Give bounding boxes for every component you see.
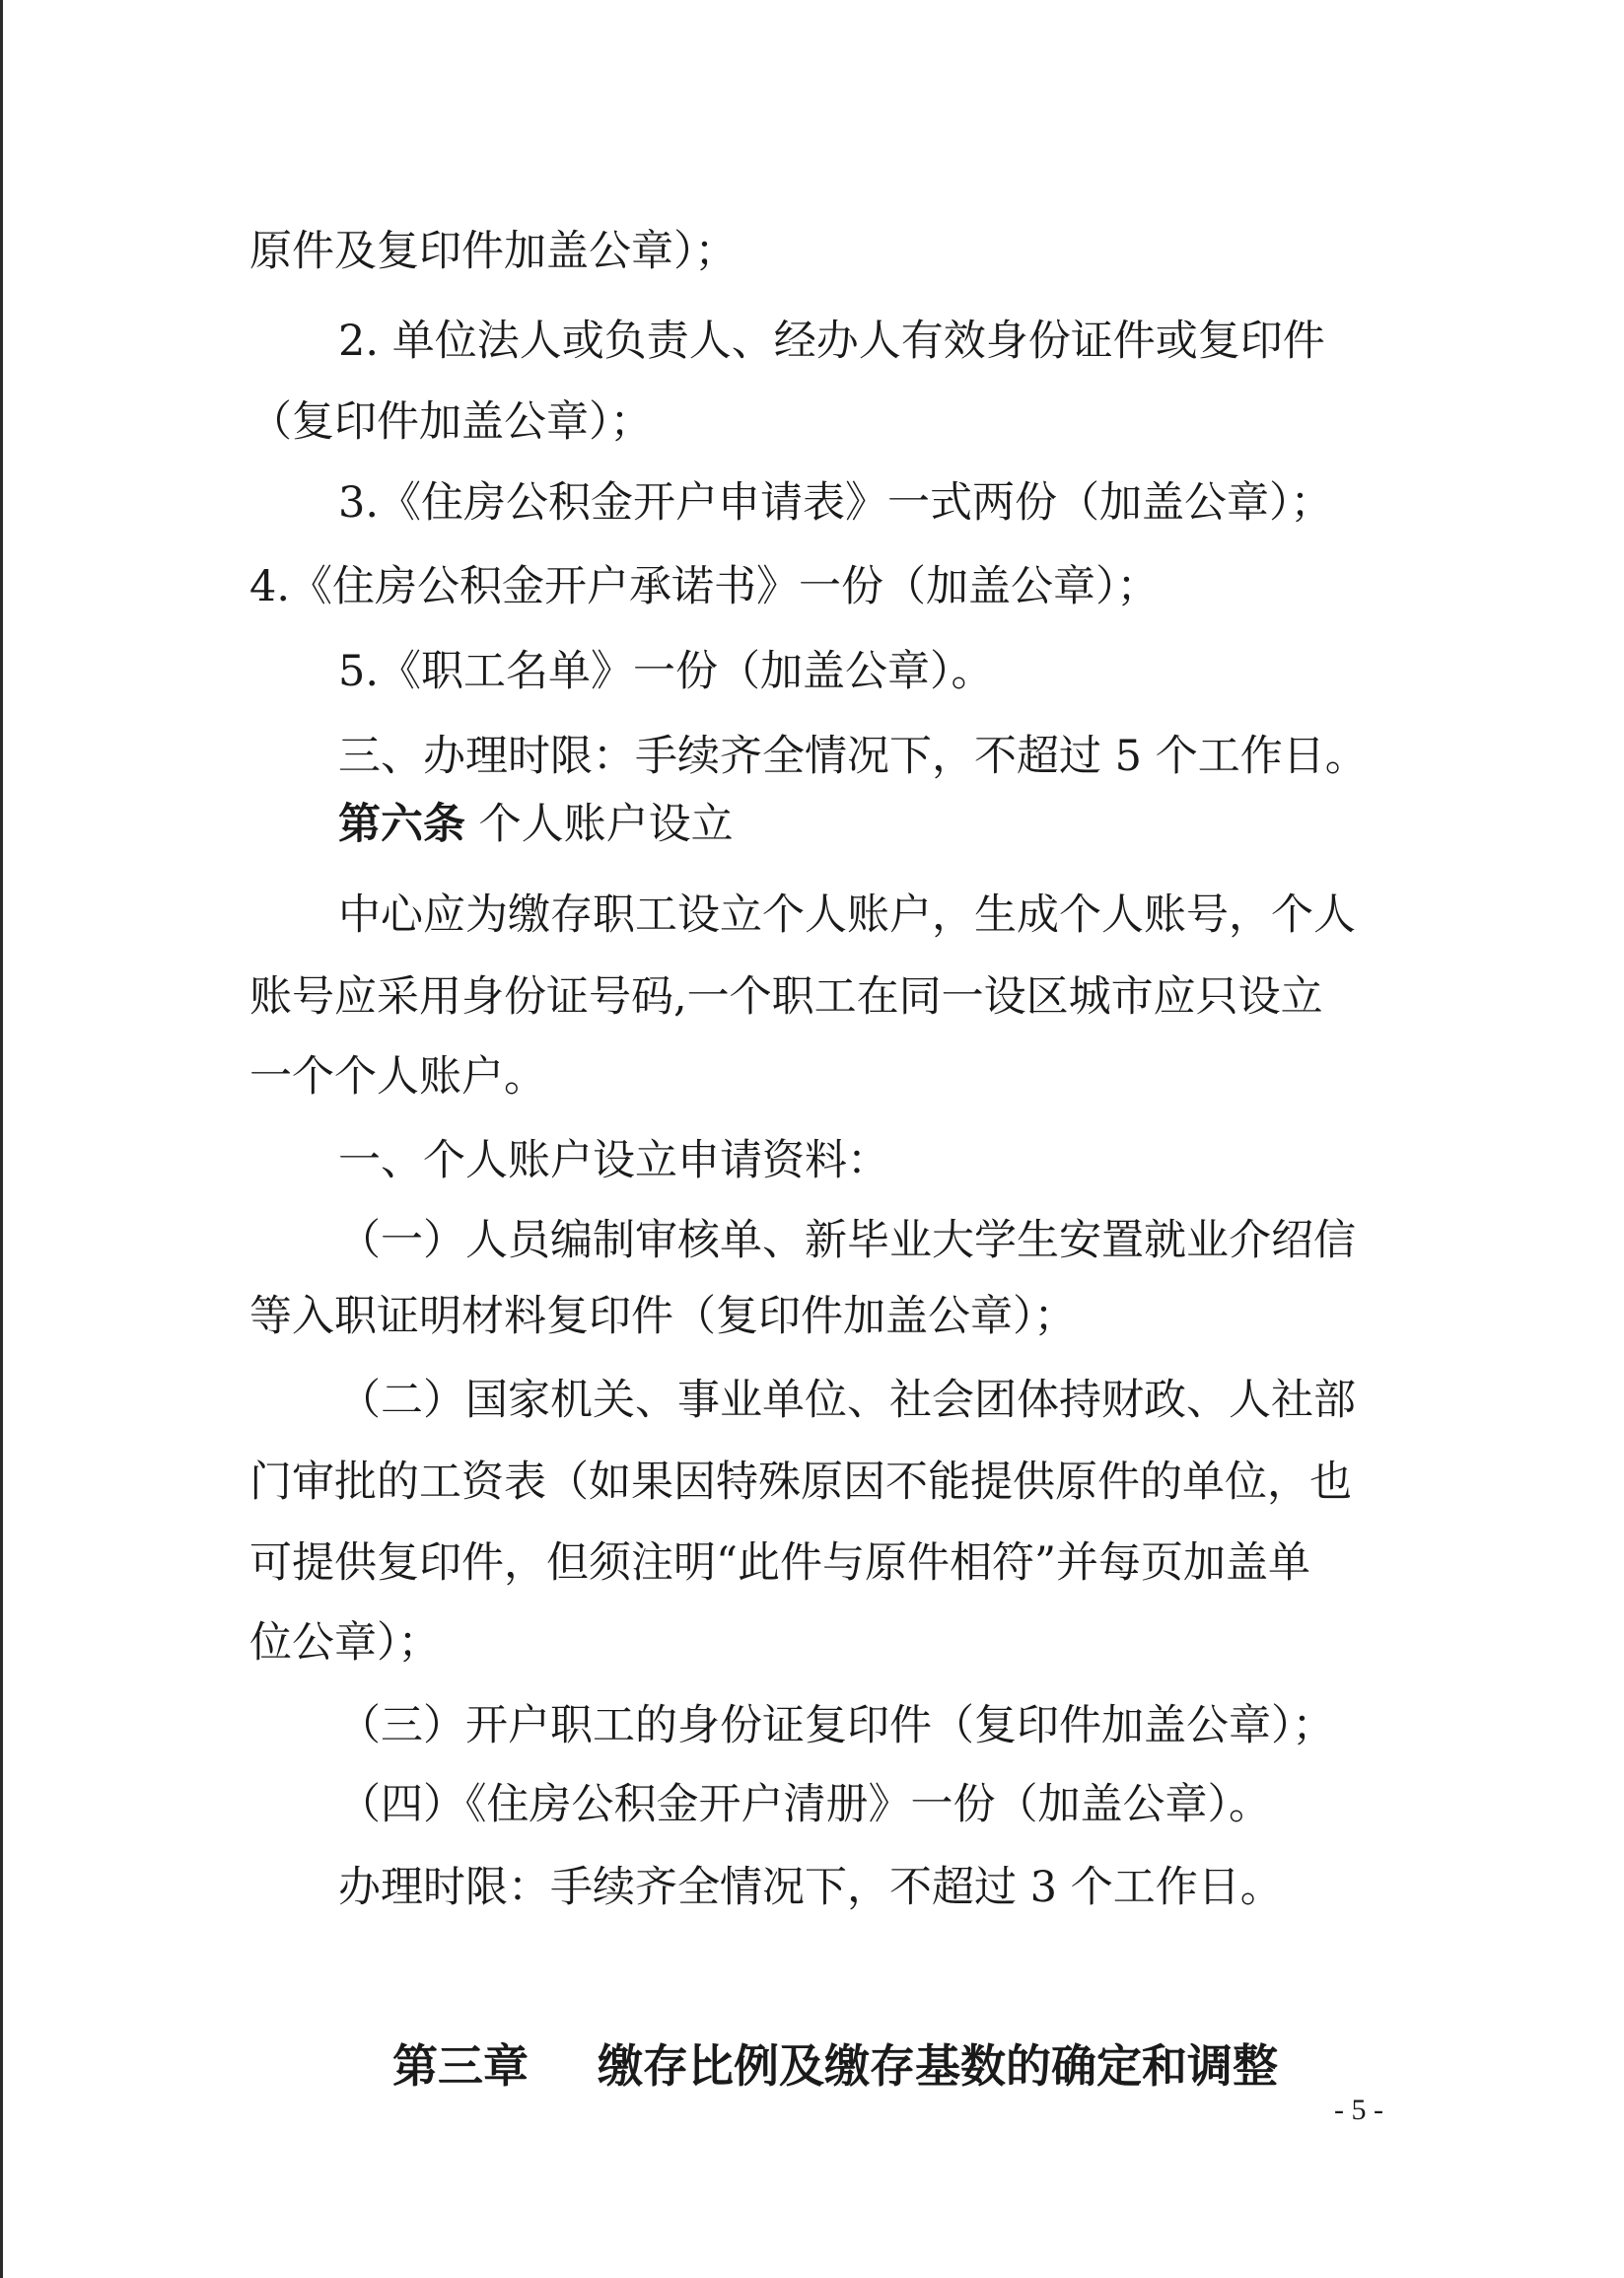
text-line-4: 3.《住房公积金开户申请表》一式两份（加盖公章）； [338, 478, 1333, 528]
text-line-9: 中心应为缴存职工设立个人账户，生成个人账号，个人 [338, 890, 1356, 940]
text-line-5: 4.《住房公积金开户承诺书》一份（加盖公章）； [249, 562, 1160, 611]
text-line-7: 三、办理时限：手续齐全情况下，不超过 5 个工作日。 [338, 732, 1368, 781]
text-line-10: 账号应采用身份证号码,一个职工在同一设区城市应只设立 [249, 972, 1323, 1022]
text-line-13: （一）人员编制审核单、新毕业大学生安置就业介绍信 [338, 1216, 1356, 1265]
chapter-title: 缴存比例及缴存基数的确定和调整 [598, 2039, 1278, 2093]
chapter-heading [392, 2031, 1278, 2100]
text-line-17: 可提供复印件，但须注明“此件与原件相符”并每页加盖单 [249, 1538, 1310, 1588]
text-line-20: （四）《住房公积金开户清册》一份（加盖公章）。 [338, 1780, 1271, 1829]
text-line-16: 门审批的工资表（如果因特殊原因不能提供原件的单位，也 [249, 1458, 1352, 1507]
chapter-label: 第三章 [392, 2039, 529, 2093]
text-line-11: 一个个人账户。 [249, 1052, 546, 1102]
text-line-19: （三）开户职工的身份证复印件（复印件加盖公章）； [338, 1701, 1335, 1750]
text-line-3: （复印件加盖公章）； [249, 397, 653, 447]
page-number: - 5 - [1334, 2094, 1383, 2126]
text-line-1: 原件及复印件加盖公章）； [249, 227, 738, 276]
article-six-label: 第六条 [338, 800, 465, 849]
article-six-title: 个人账户设立 [478, 800, 734, 849]
article-six-heading [338, 795, 734, 854]
text-line-18: 位公章）； [249, 1618, 441, 1668]
text-line-14: 等入职证明材料复印件（复印件加盖公章）； [249, 1292, 1077, 1341]
text-line-12: 一、个人账户设立申请资料： [338, 1136, 889, 1185]
page-left-edge [0, 0, 3, 2278]
text-line-2: 2. 单位法人或负责人、经办人有效身份证件或复印件 [338, 317, 1325, 366]
text-line-15: （二）国家机关、事业单位、社会团体持财政、人社部 [338, 1376, 1356, 1425]
text-line-6: 5.《职工名单》一份（加盖公章）。 [338, 647, 994, 696]
text-line-21: 办理时限：手续齐全情况下，不超过 3 个工作日。 [338, 1863, 1283, 1912]
